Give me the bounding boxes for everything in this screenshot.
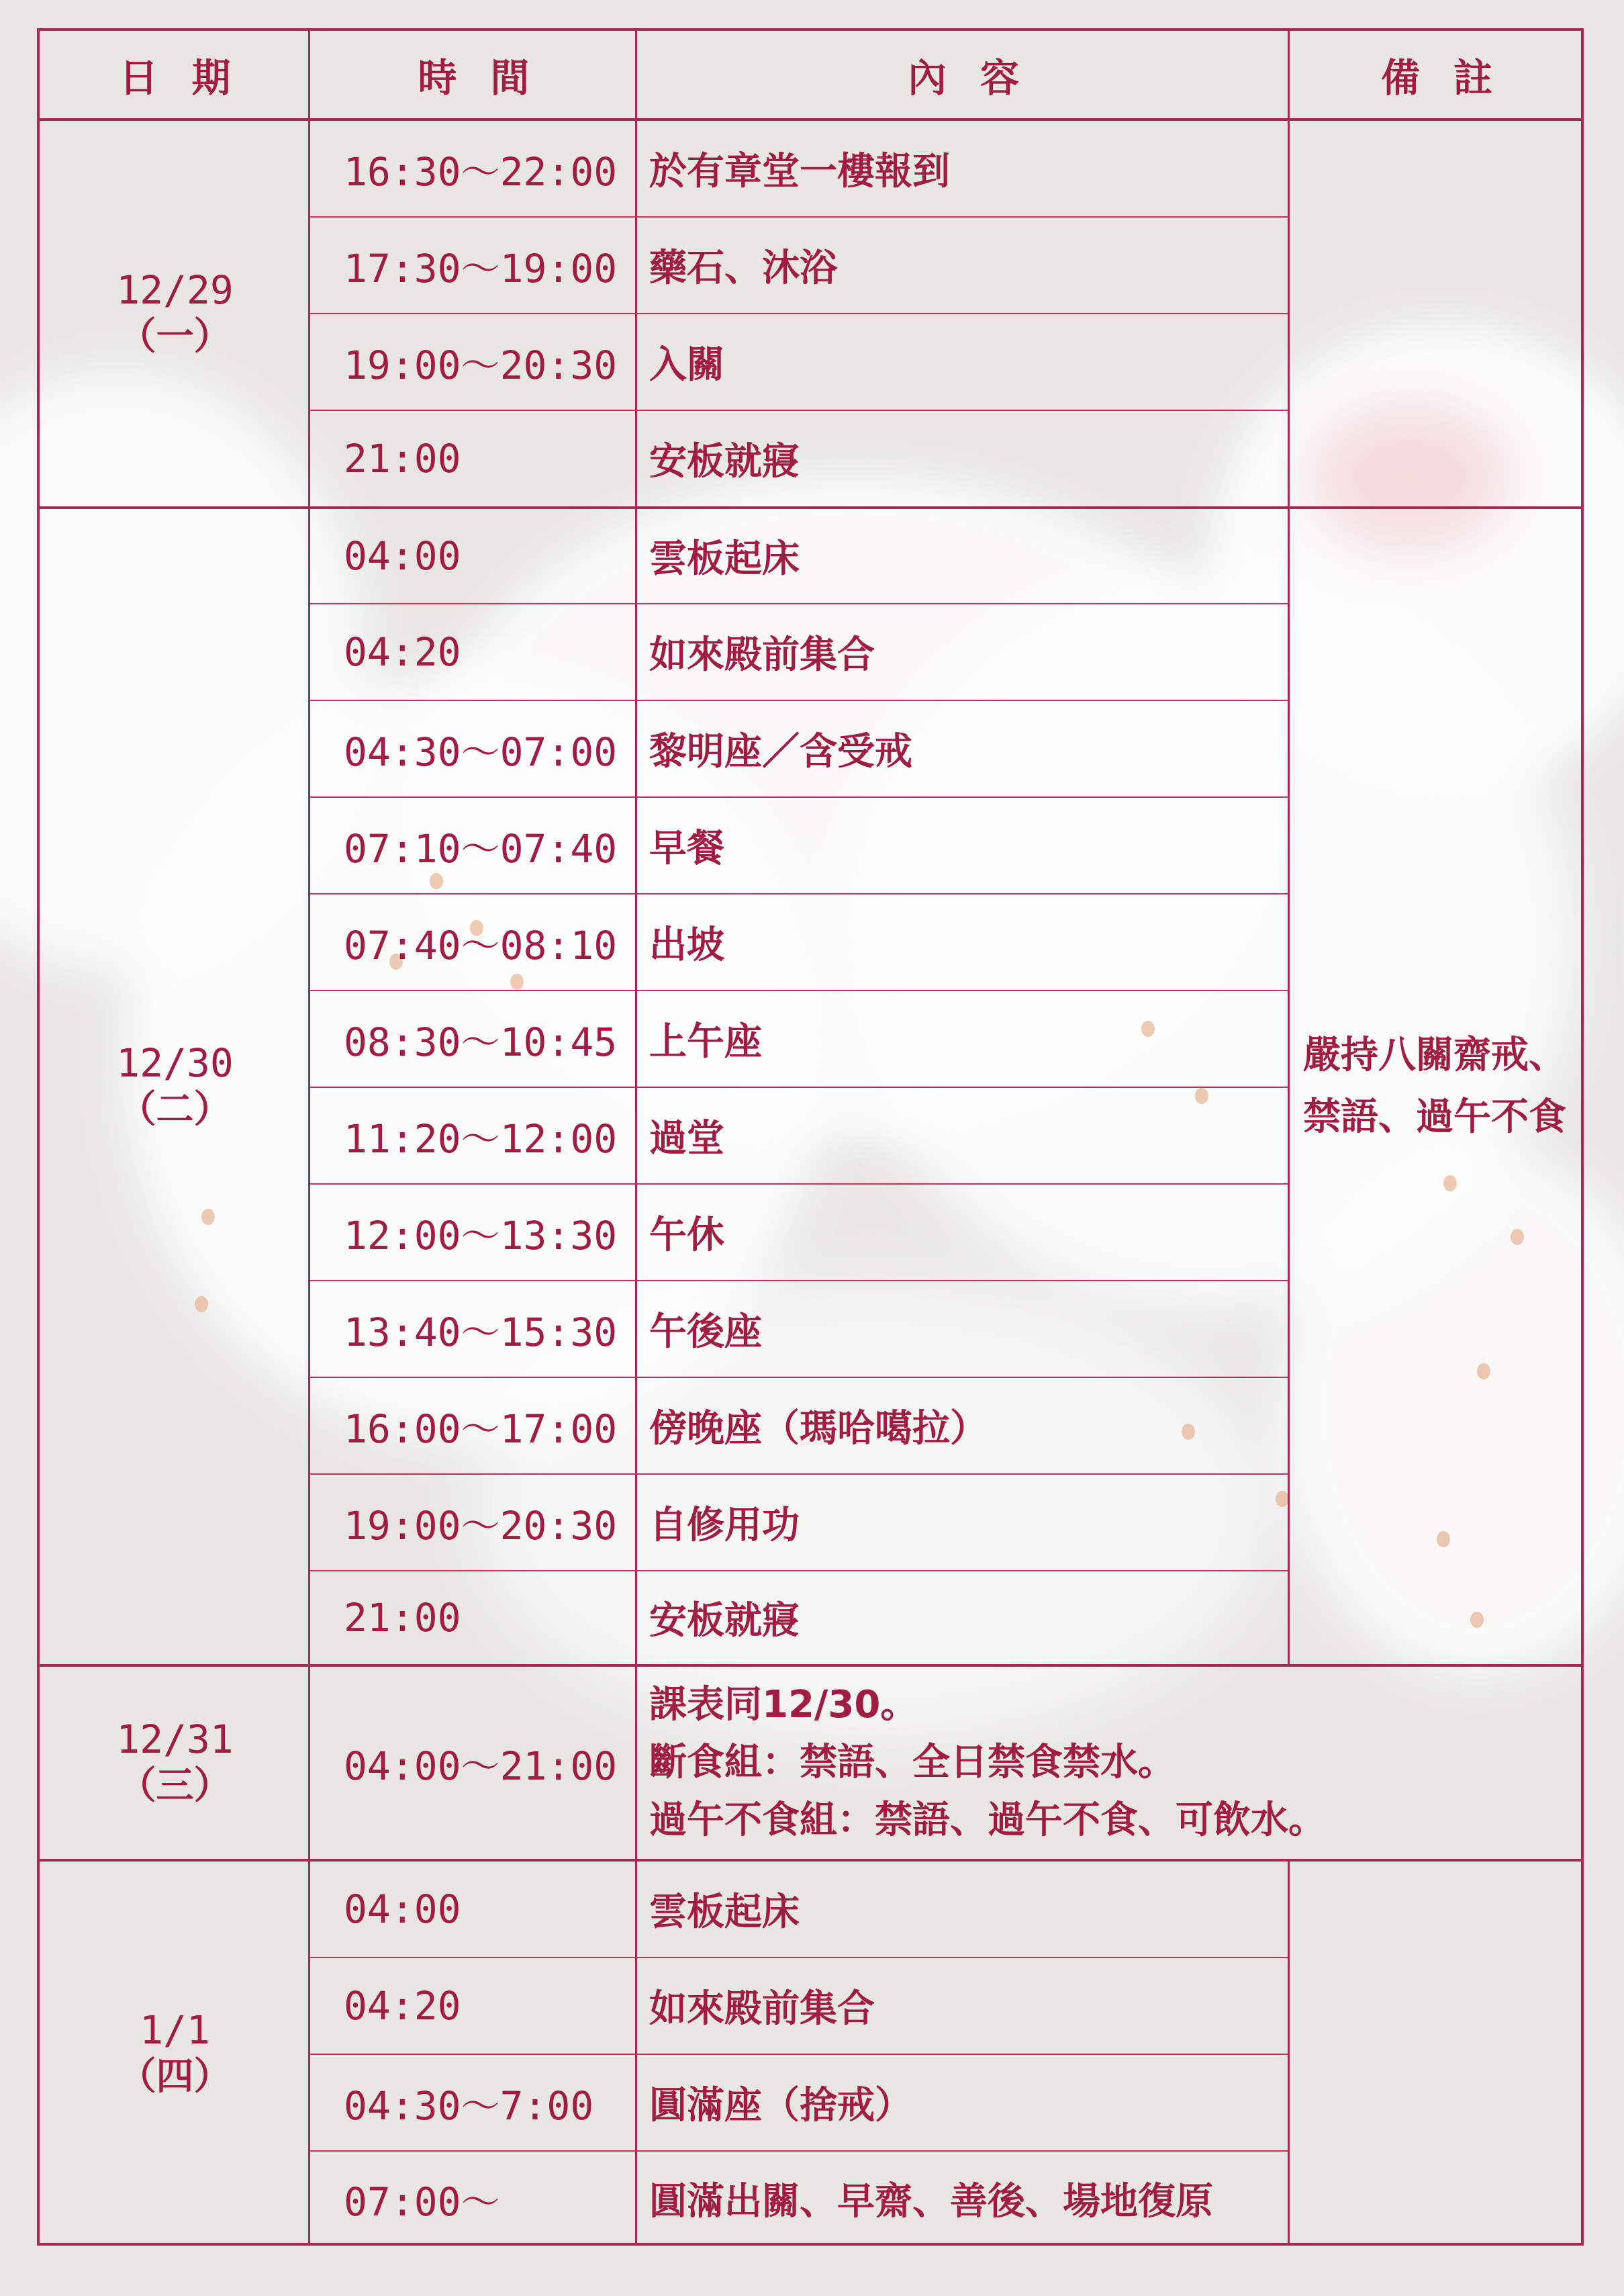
date-cell <box>40 1862 310 2246</box>
time-cell: 19:00～20:30 <box>344 342 618 388</box>
content-cell: 於有章堂一樓報到 <box>649 150 950 193</box>
content-cell: 如來殿前集合 <box>649 633 875 677</box>
time-cell: 16:30～22:00 <box>344 149 618 195</box>
content-line: 斷食組：禁語、全日禁食禁水。 <box>649 1741 1176 1784</box>
time-cell: 04:30～7:00 <box>344 2083 594 2129</box>
time-cell: 11:20～12:00 <box>344 1116 618 1162</box>
content-cell: 午休 <box>649 1213 724 1257</box>
content-cell: 入關 <box>649 343 724 387</box>
content-cell: 午後座 <box>649 1310 762 1354</box>
content-cell: 安板就寢 <box>649 440 800 484</box>
content-cell: 黎明座／含受戒 <box>649 730 912 774</box>
header-date: 日期 <box>119 55 265 101</box>
weekday-label: （三） <box>118 1764 232 1808</box>
content-cell: 藥石、沐浴 <box>649 246 837 290</box>
time-cell: 04:20 <box>344 629 461 675</box>
time-cell: 19:00～20:30 <box>344 1503 618 1549</box>
content-cell: 安板就寢 <box>649 1599 800 1643</box>
content-cell: 圓滿出關、早齋、善後、場地復原 <box>649 2180 1213 2223</box>
header-content: 內容 <box>907 55 1053 101</box>
time-cell: 08:30～10:45 <box>344 1019 618 1065</box>
time-cell: 04:20 <box>344 1983 461 2029</box>
date-label: 1/1 <box>140 2007 210 2053</box>
content-cell: 早餐 <box>649 827 724 870</box>
time-cell: 21:00 <box>344 436 461 481</box>
header-time: 時間 <box>418 55 563 101</box>
time-cell: 04:00 <box>344 1886 461 1932</box>
header-remarks: 備註 <box>1380 55 1526 101</box>
time-cell: 07:10～07:40 <box>344 826 618 872</box>
time-cell: 21:00 <box>344 1595 461 1641</box>
time-cell: 04:30～07:00 <box>344 729 618 775</box>
time-cell: 17:30～19:00 <box>344 246 618 291</box>
weekday-label: （一） <box>118 315 232 359</box>
time-cell: 07:00～ <box>344 2179 500 2225</box>
schedule-table <box>37 28 1584 2246</box>
date-cell <box>40 1667 310 1859</box>
content-cell: 出坡 <box>649 923 724 967</box>
remark-line: 嚴持八關齋戒、 <box>1303 1034 1566 1077</box>
date-label: 12/29 <box>116 267 234 313</box>
content-cell: 過堂 <box>649 1117 724 1160</box>
time-cell: 04:00～21:00 <box>344 1743 618 1789</box>
content-cell: 雲板起床 <box>649 537 800 581</box>
content-cell: 傍晚座（瑪哈噶拉） <box>649 1407 988 1451</box>
content-cell: 自修用功 <box>649 1504 800 1547</box>
time-cell: 12:00～13:30 <box>344 1213 618 1258</box>
time-cell: 16:00～17:00 <box>344 1406 618 1452</box>
content-cell: 雲板起床 <box>649 1890 800 1934</box>
content-cell: 上午座 <box>649 1020 762 1064</box>
date-label: 12/30 <box>116 1040 234 1086</box>
content-line: 過午不食組：禁語、過午不食、可飲水。 <box>649 1798 1326 1842</box>
remark-line: 禁語、過午不食 <box>1303 1095 1566 1139</box>
date-label: 12/31 <box>116 1716 234 1762</box>
weekday-label: （二） <box>118 1088 232 1132</box>
content-cell-merged <box>637 1667 1584 1859</box>
date-cell <box>40 121 310 506</box>
weekday-label: （四） <box>118 2055 232 2099</box>
content-cell: 圓滿座（捨戒） <box>649 2084 912 2127</box>
remark-cell <box>1290 509 1584 1664</box>
date-cell <box>40 509 310 1664</box>
content-cell: 如來殿前集合 <box>649 1987 875 2031</box>
content-line: 課表同12/30。 <box>649 1683 918 1727</box>
time-cell: 13:40～15:30 <box>344 1310 618 1355</box>
time-cell: 04:00 <box>344 533 461 579</box>
time-cell: 07:40～08:10 <box>344 923 618 968</box>
